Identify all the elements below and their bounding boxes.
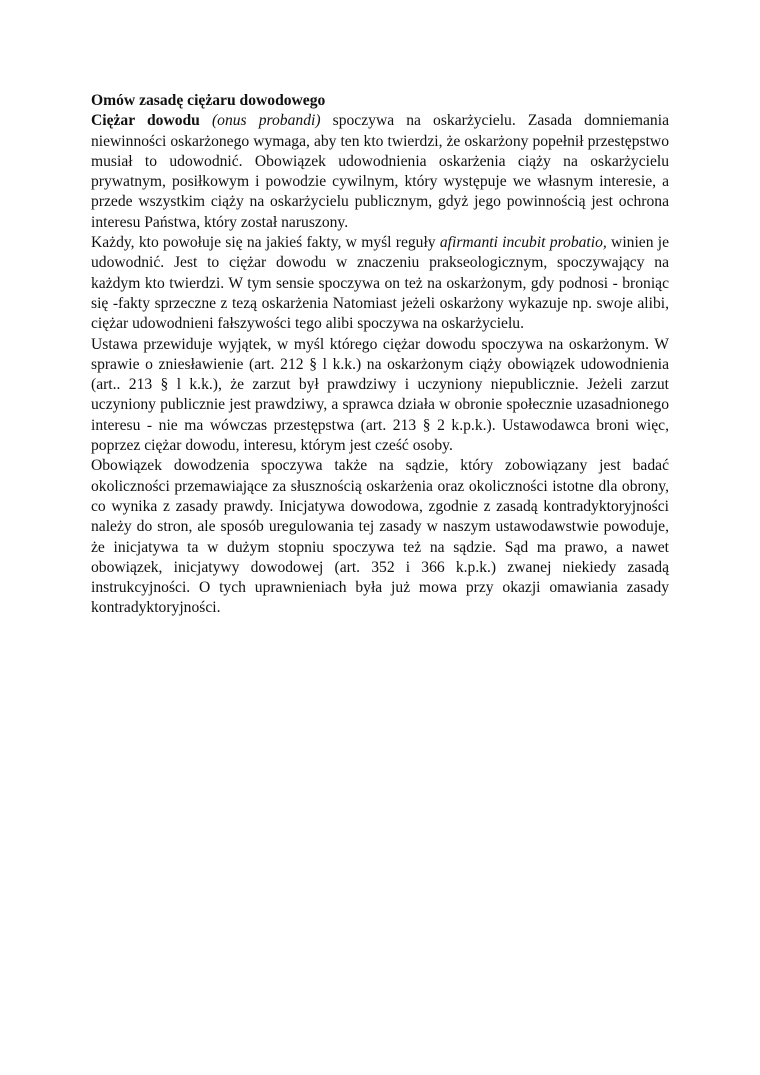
paragraph-1-text: spoczywa na oskarżycielu. Zasada domniemania niewinności oskarżonego wymaga, aby ten kto twierdzi, że oskarżony popełnił przestępstwo musiał to udowodnić. Obowiązek udowodnienia oskarżenia ciąży na oskarżycielu prywatnym, posiłkowym i powodzie cywilnym, który występuje we własnym interesie, a przede wszystkim ciąży na oskarżycielu publicznym, gdyż jego powinnością jest ochrona interesu Państwa, który został naruszony.	[91, 112, 669, 231]
latin-term: (onus probandi)	[211, 112, 321, 130]
latin-maxim: afirmanti incubit probatio,	[439, 234, 607, 252]
paragraph-2-text-after: winien je udowodnić. Jest to ciężar dowodu w znaczeniu prakseologicznym, spoczywający na każdym kto twierdzi. W tym sensie spoczywa on też na oskarżonym, gdy podnosi - broniąc się -fakty sprzeczne z tezą oskarżenia Natomiast jeżeli oskarżony wykazuje np. swoje alibi, ciężar udowodnieni fałszywości tego alibi spoczywa na oskarżycielu.	[91, 234, 670, 333]
page-title: Omów zasadę ciężaru dowodowego	[91, 92, 326, 109]
paragraph-2	[91, 233, 669, 334]
paragraph-1	[91, 111, 669, 233]
paragraph-4: Obowiązek dowodzenia spoczywa także na sądzie, który zobowiązany jest badać okoliczności przemawiające za słusznością oskarżenia oraz okoliczności istotne dla obrony, co wynika z zasady prawdy. Inicjatywa dowodowa, zgodnie z zasadą kontradyktoryjności należy do stron, ale sposób uregulowania tej zasady w naszym ustawodawstwie powoduje, że inicjatywa ta w dużym stopniu spoczywa też na sądzie. Sąd ma prawo, a nawet obowiązek, inicjatywy dowodowej (art. 352 i 366 k.p.k.) zwanej niekiedy zasadą instrukcyjności. O tych uprawnieniach była już mowa przy okazji omawiania zasady kontradyktoryjności.	[91, 457, 669, 617]
document-body	[91, 91, 669, 619]
term-bold: Ciężar dowodu	[91, 112, 200, 130]
paragraph-2-text-before: Każdy, kto powołuje się na jakieś fakty, w myśl reguły	[91, 234, 440, 252]
paragraph-3: Ustawa przewiduje wyjątek, w myśl którego ciężar dowodu spoczywa na oskarżonym. W sprawie o zniesławienie (art. 212 § l k.k.) na oskarżonym ciąży obowiązek udowodnienia (art.. 213 § l k.k.), że zarzut był prawdziwy i uczyniony niepublicznie. Jeżeli zarzut uczyniony publicznie jest prawdziwy, a sprawca działa w obronie społecznie uzasadnionego interesu - nie ma wówczas przestępstwa (art. 213 § 2 k.p.k.). Ustawodawca broni więc, poprzez ciężar dowodu, interesu, którym jest cześć osoby.	[91, 335, 669, 455]
